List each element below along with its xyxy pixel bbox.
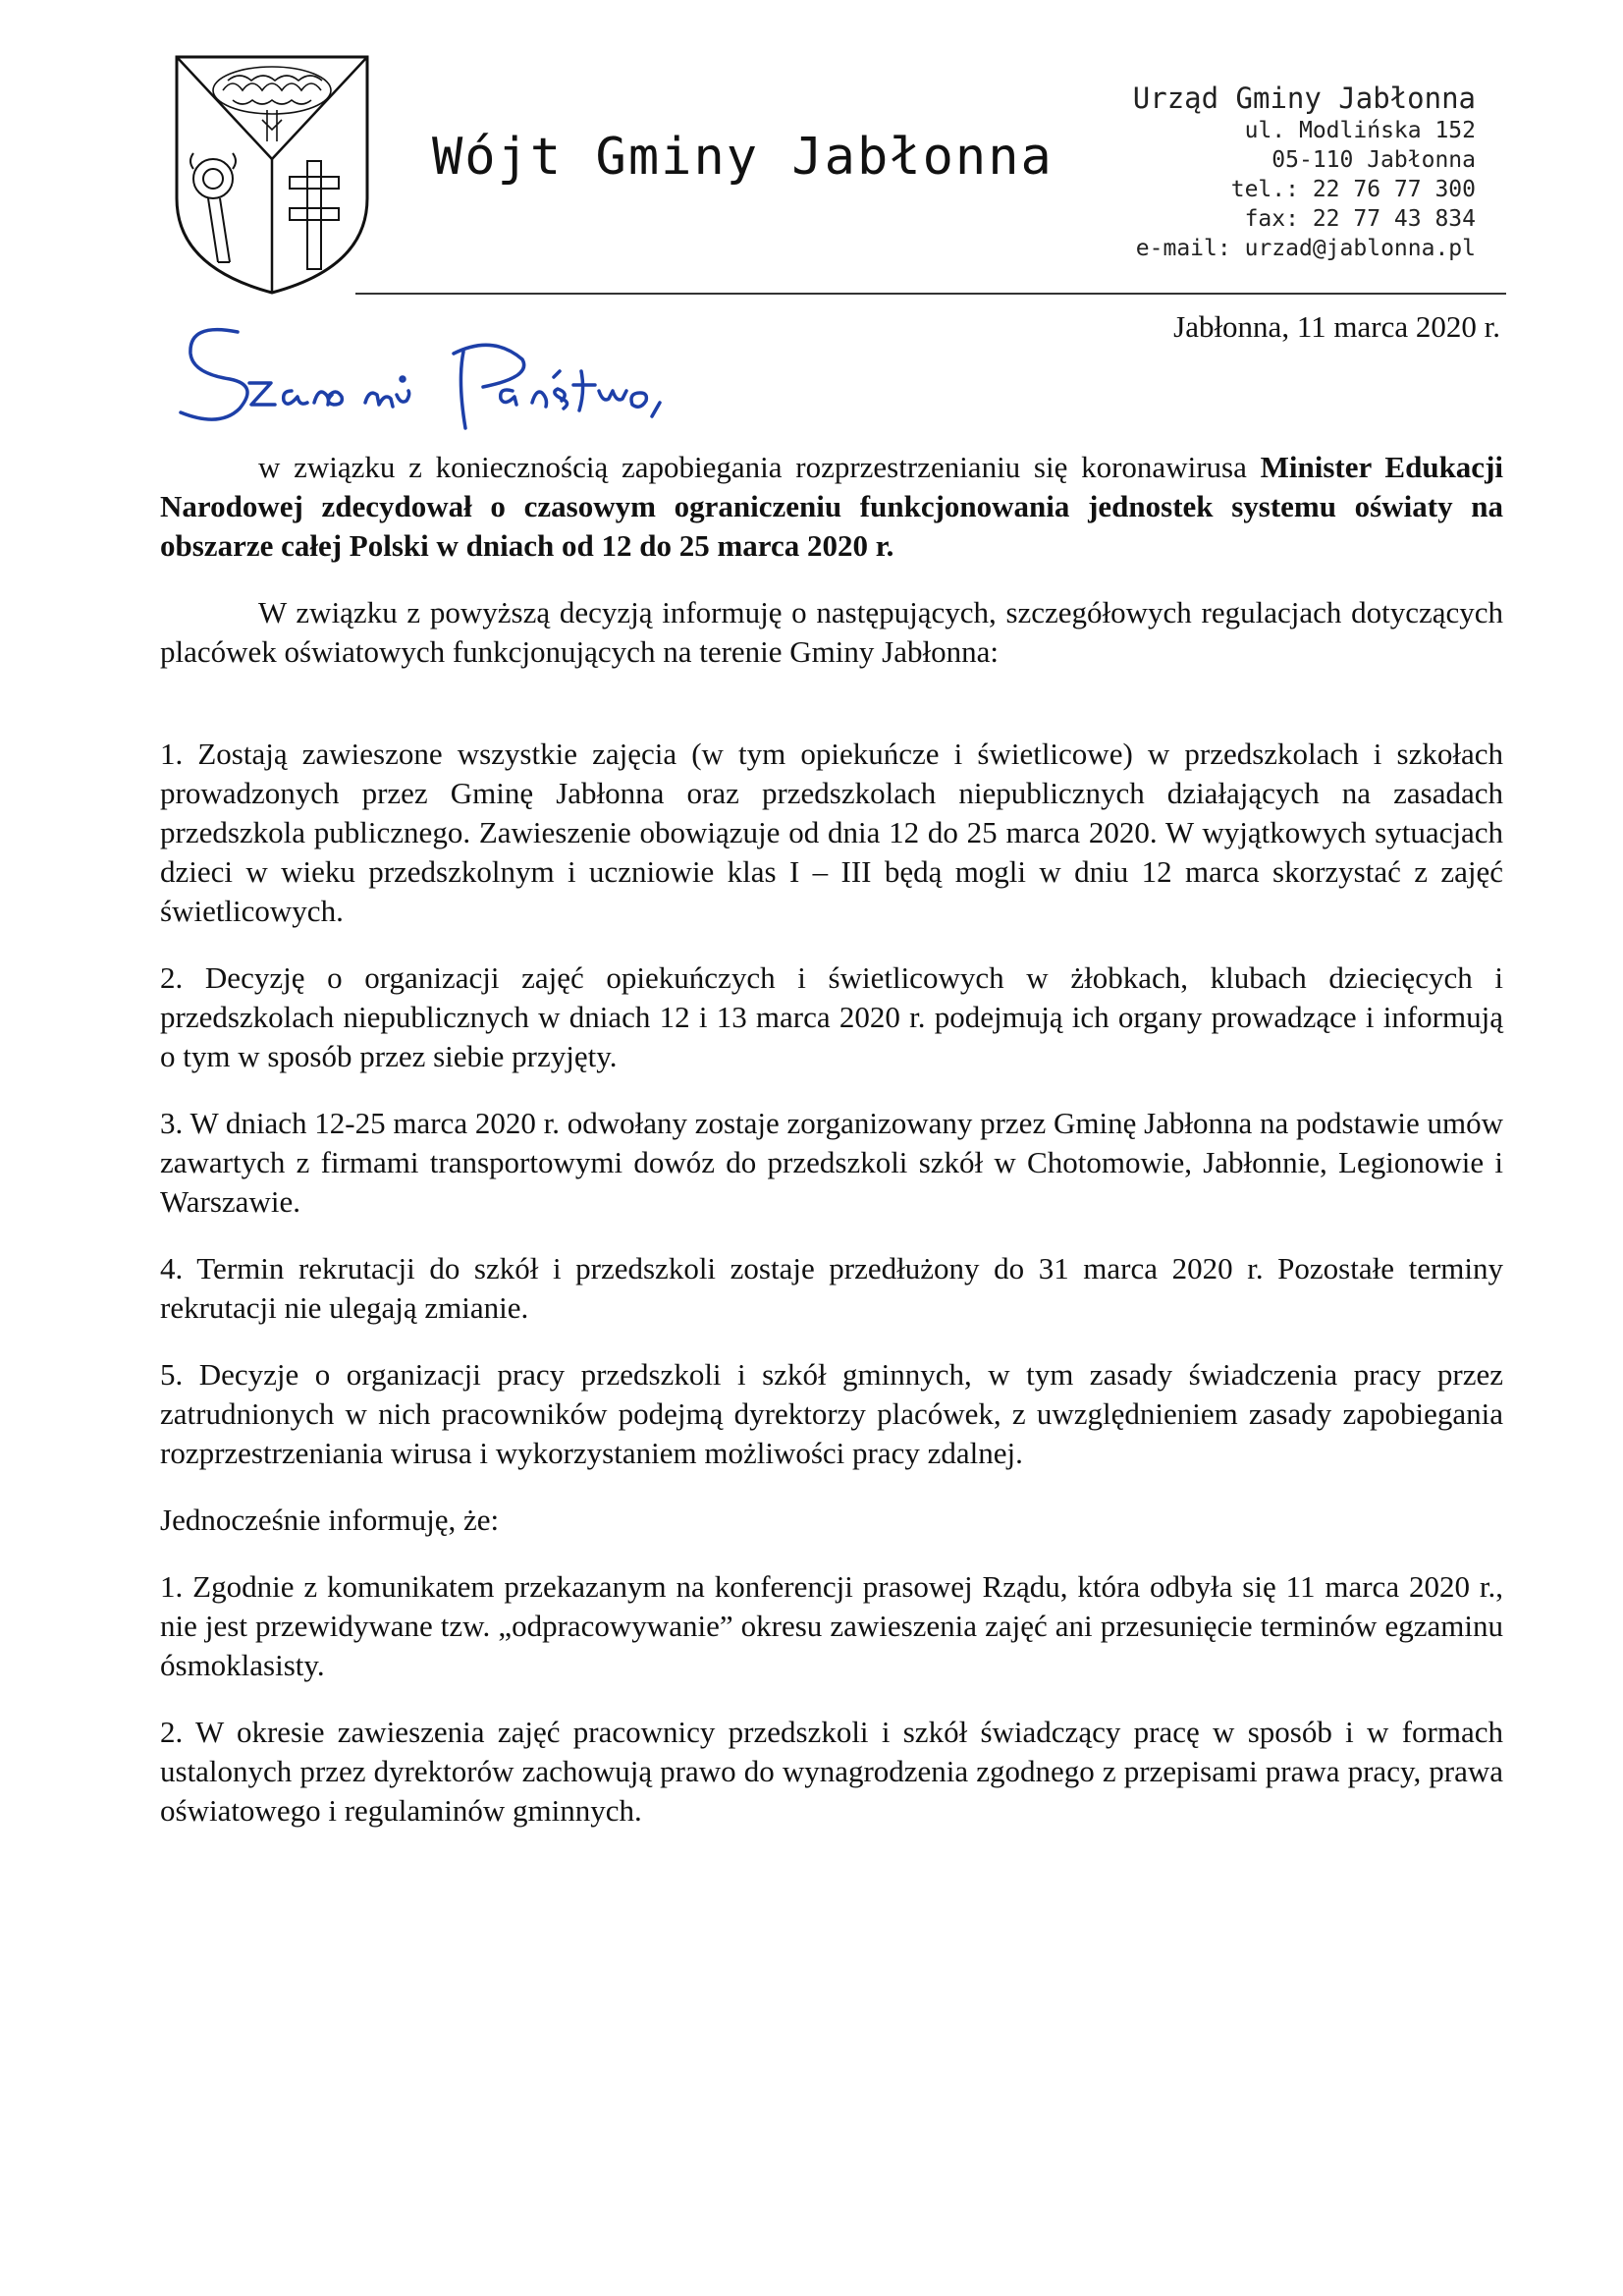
handwritten-salutation — [169, 312, 856, 430]
office-postal: 05-110 Jabłonna — [1271, 147, 1476, 173]
intro-bold-text: Minister Edukacji Narodowej zdecydował o czasowym ograniczeniu funkcjonowania jednostek systemu oświaty na obszarze całej Polski w dniach od 12 do 25 marca 2020 r. — [160, 450, 1504, 563]
salutation-signature-drawing — [169, 312, 856, 430]
email-label: e-mail: — [1135, 236, 1231, 261]
list-item: 3. W dniach 12-25 marca 2020 r. odwołany zostaje zorganizowany przez Gminę Jabłonna na podstawie umów zawartych z firmami transportowymi dowóz do przedszkoli szkół w Chotomowie, Jabłonnie, Legionowie i Warszawie. — [160, 1106, 1503, 1219]
letter-title: Wójt Gminy Jabłonna — [432, 128, 1054, 187]
office-name: Urząd Gminy Jabłonna — [1132, 82, 1476, 115]
header-divider — [355, 293, 1506, 295]
phone-label: tel.: — [1230, 177, 1299, 202]
letter-body — [160, 448, 1503, 1858]
email-address: urzad@jablonna.pl — [1244, 236, 1476, 261]
intro-paragraph — [160, 448, 1503, 566]
list-item: 5. Decyzje o organizacji pracy przedszkoli i szkół gminnych, w tym zasady świadczenia pracy przez zatrudnionych w nich pracowników podejmą dyrektorzy placówek, z uwzględnieniem zasady zapobiegania rozprzestrzeniania wirusa i wykorzystaniem możliwości pracy zdalnej. — [160, 1357, 1503, 1470]
fax-number: 22 77 43 834 — [1312, 206, 1476, 232]
office-phone — [1133, 175, 1476, 204]
phone-number: 22 76 77 300 — [1312, 177, 1476, 202]
list-item: 1. Zostają zawieszone wszystkie zajęcia (w tym opiekuńcze i świetlicowe) w przedszkolach i szkołach prowadzonych przez Gminę Jabłonna oraz przedszkolach niepublicznych działających na zasadach przedszkola publicznego. Zawieszenie obowiązuje od dnia 12 do 25 marca 2020. W wyjątkowych sytuacjach dzieci w wieku przedszkolnym i uczniowie klas I – III będą mogli w dniu 12 marca skorzystać z zajęć świetlicowych. — [160, 737, 1503, 928]
coat-of-arms-icon — [169, 51, 375, 297]
office-fax — [1133, 204, 1476, 234]
office-street: ul. Modlińska 152 — [1244, 118, 1476, 143]
letter-date: Jabłonna, 11 marca 2020 r. — [1173, 309, 1500, 344]
office-address — [1133, 81, 1476, 263]
list-item: 2. Decyzję o organizacji zajęć opiekuńczych i świetlicowych w żłobkach, klubach dziecięcych i przedszkolach niepublicznych w dniach 12 i 13 marca 2020 r. podejmują ich organy prowadzące i informują o tym w sposób przez siebie przyjęty. — [160, 960, 1503, 1073]
list-item: 1. Zgodnie z komunikatem przekazanym na konferencji prasowej Rządu, która odbyła się 11 marca 2020 r., nie jest przewidywane tzw. „odpracowywanie” okresu zawieszenia zajęć ani przesunięcie terminów egzaminu ósmoklasisty. — [160, 1569, 1503, 1682]
fax-label: fax: — [1244, 206, 1299, 232]
office-email — [1133, 234, 1476, 263]
also-informing-heading: Jednocześnie informuję, że: — [160, 1503, 500, 1537]
intro-text: w związku z koniecznością zapobiegania rozprzestrzenianiu się koronawirusa — [258, 450, 1247, 484]
list-item: 4. Termin rekrutacji do szkół i przedszkoli zostaje przedłużony do 31 marca 2020 r. Pozostałe terminy rekrutacji nie ulegają zmianie. — [160, 1251, 1503, 1325]
list-item: 2. W okresie zawieszenia zajęć pracownicy przedszkoli i szkół świadczący pracę w sposób i w formach ustalonych przez dyrektorów zachowują prawo do wynagrodzenia zgodnego z przepisami prawa pracy, prawa oświatowego i regulaminów gminnych. — [160, 1715, 1503, 1828]
regulations-intro: W związku z powyższą decyzją informuję o następujących, szczegółowych regulacjach dotyczących placówek oświatowych funkcjonujących na terenie Gminy Jabłonna: — [160, 595, 1503, 669]
